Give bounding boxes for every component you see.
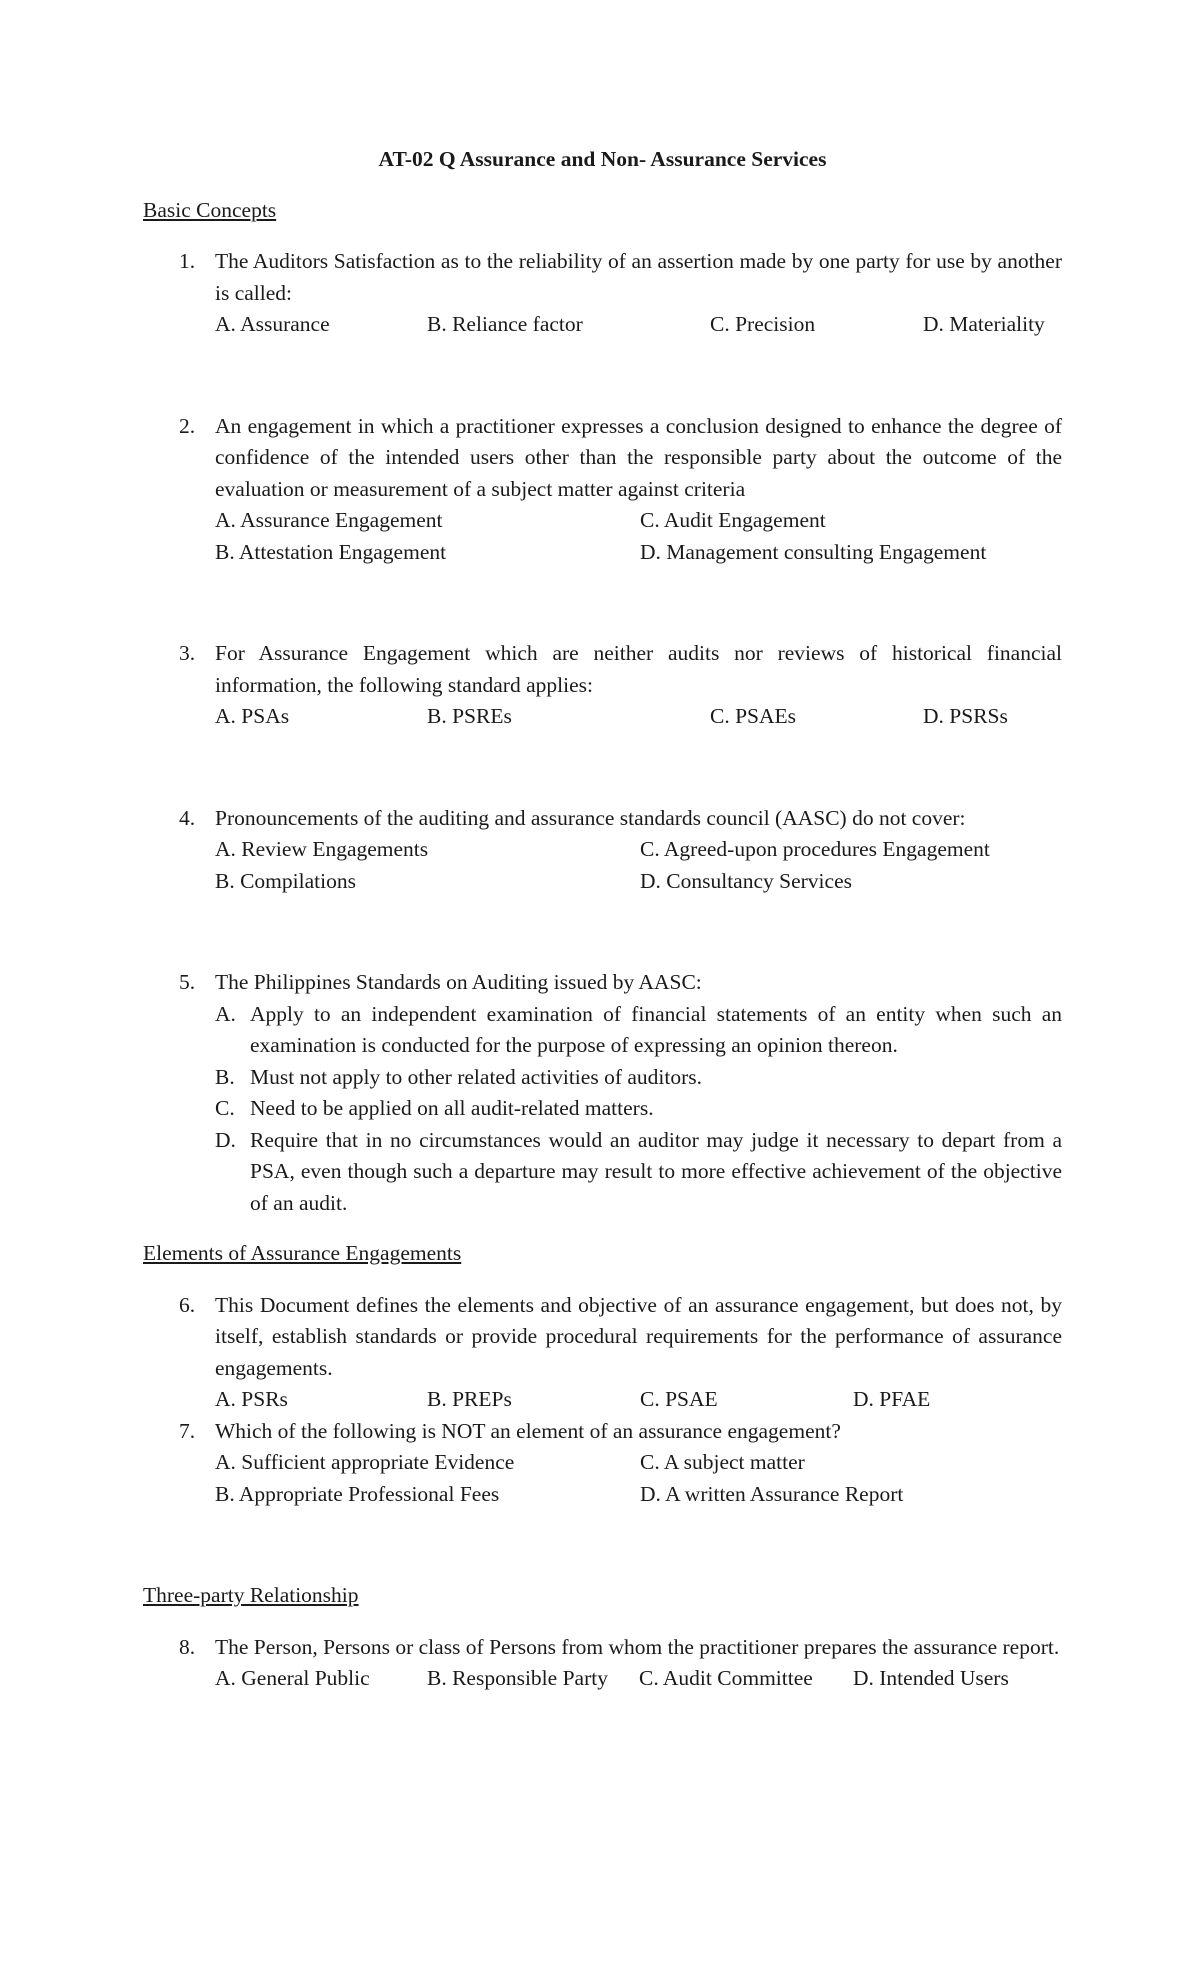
- option-d: D. PSRSs: [923, 704, 1008, 728]
- option-b: B. Reliance factor: [427, 312, 583, 336]
- question-stem: The Person, Persons or class of Persons from whom the practitioner prepares the assurance report.: [215, 1634, 1060, 1659]
- question-2: [143, 411, 1062, 569]
- question-1: [143, 246, 1062, 341]
- question-3: [143, 638, 1062, 733]
- section-heading-elements: Elements of Assurance Engagements: [143, 1241, 462, 1265]
- section-heading-three-party: Three-party Relationship: [143, 1583, 359, 1607]
- question-stem: For Assurance Engagement which are neither audits nor reviews of historical financial information, the following standard applies:: [215, 641, 1062, 697]
- section-heading-basic-concepts: Basic Concepts: [143, 197, 277, 222]
- question-7: [143, 1416, 1062, 1511]
- question-stem: Which of the following is NOT an element of an assurance engagement?: [215, 1418, 841, 1443]
- option-letter: D.: [215, 1127, 236, 1152]
- option-text: Apply to an independent examination of financial statements of an entity when such an examination is conducted for the purpose of expressing an opinion thereon.: [250, 1001, 1062, 1057]
- option-b: B. PSREs: [427, 704, 512, 728]
- question-number: 8.: [179, 1634, 196, 1659]
- option-c: C. Audit Engagement: [640, 508, 826, 532]
- question-number: 7.: [179, 1418, 196, 1443]
- option-a: A. PSRs: [215, 1387, 288, 1411]
- option-a: A. Assurance: [215, 312, 330, 336]
- option-letter: C.: [215, 1096, 235, 1120]
- option-c: C. Precision: [710, 312, 816, 336]
- option-b: B. Responsible Party: [427, 1666, 608, 1690]
- question-stem: The Philippines Standards on Auditing issued by AASC:: [215, 970, 702, 994]
- question-stem: An engagement in which a practitioner expresses a conclusion designed to enhance the degree of confidence of the intended users other than the responsible party about the outcome of the evaluation or measurement of a subject matter against criteria: [215, 413, 1062, 501]
- question-number: 1.: [179, 249, 196, 273]
- option-d: D. Intended Users: [853, 1666, 1009, 1690]
- question-8: [143, 1632, 1062, 1695]
- option-b: B. PREPs: [427, 1387, 512, 1411]
- option-d: D. PFAE: [853, 1387, 931, 1411]
- option-b: B. Attestation Engagement: [215, 539, 447, 564]
- option-a: A. Review Engagements: [215, 837, 429, 861]
- option-c: C. Audit Committee: [639, 1666, 813, 1690]
- option-b: B. Appropriate Professional Fees: [215, 1481, 500, 1506]
- option-text: Must not apply to other related activities of auditors.: [250, 1064, 702, 1089]
- question-number: 3.: [179, 641, 196, 665]
- question-6: [143, 1290, 1062, 1416]
- option-letter: B.: [215, 1064, 235, 1089]
- option-letter: A.: [215, 1001, 236, 1026]
- option-a: [215, 999, 1062, 1062]
- option-text: Need to be applied on all audit-related matters.: [250, 1096, 654, 1120]
- option-b: [215, 1062, 1062, 1094]
- question-number: 6.: [179, 1292, 196, 1317]
- option-b: B. Compilations: [215, 868, 356, 893]
- option-d: D. Materiality: [923, 312, 1045, 336]
- question-5: [143, 967, 1062, 1219]
- question-stem: This Document defines the elements and objective of an assurance engagement, but does not, by itself, establish standards or provide procedural requirements for the performance of assurance engagements.: [215, 1292, 1062, 1380]
- option-c: C. PSAE: [640, 1387, 718, 1411]
- question-stem: The Auditors Satisfaction as to the reliability of an assertion made by one party for use by another is called:: [215, 249, 1062, 305]
- option-a: A. Sufficient appropriate Evidence: [215, 1450, 515, 1474]
- question-stem: Pronouncements of the auditing and assurance standards council (AASC) do not cover:: [215, 805, 966, 830]
- question-number: 5.: [179, 970, 196, 994]
- option-d: D. Consultancy Services: [640, 868, 852, 893]
- option-a: A. General Public: [215, 1666, 370, 1690]
- option-c: [215, 1093, 1062, 1125]
- option-d: [215, 1125, 1062, 1220]
- option-c: C. Agreed-upon procedures Engagement: [640, 837, 990, 861]
- option-a: A. PSAs: [215, 704, 290, 728]
- option-d: D. Management consulting Engagement: [640, 539, 987, 564]
- question-number: 4.: [179, 805, 196, 830]
- option-c: C. A subject matter: [640, 1450, 805, 1474]
- question-number: 2.: [179, 413, 196, 438]
- question-4: [143, 803, 1062, 898]
- page-title: AT-02 Q Assurance and Non- Assurance Services: [378, 147, 827, 171]
- option-c: C. PSAEs: [710, 704, 797, 728]
- option-a: A. Assurance Engagement: [215, 508, 443, 532]
- option-d: D. A written Assurance Report: [640, 1481, 904, 1506]
- option-text: Require that in no circumstances would an auditor may judge it necessary to depart from a PSA, even though such a departure may result to more effective achievement of the objective of an audit.: [250, 1127, 1062, 1215]
